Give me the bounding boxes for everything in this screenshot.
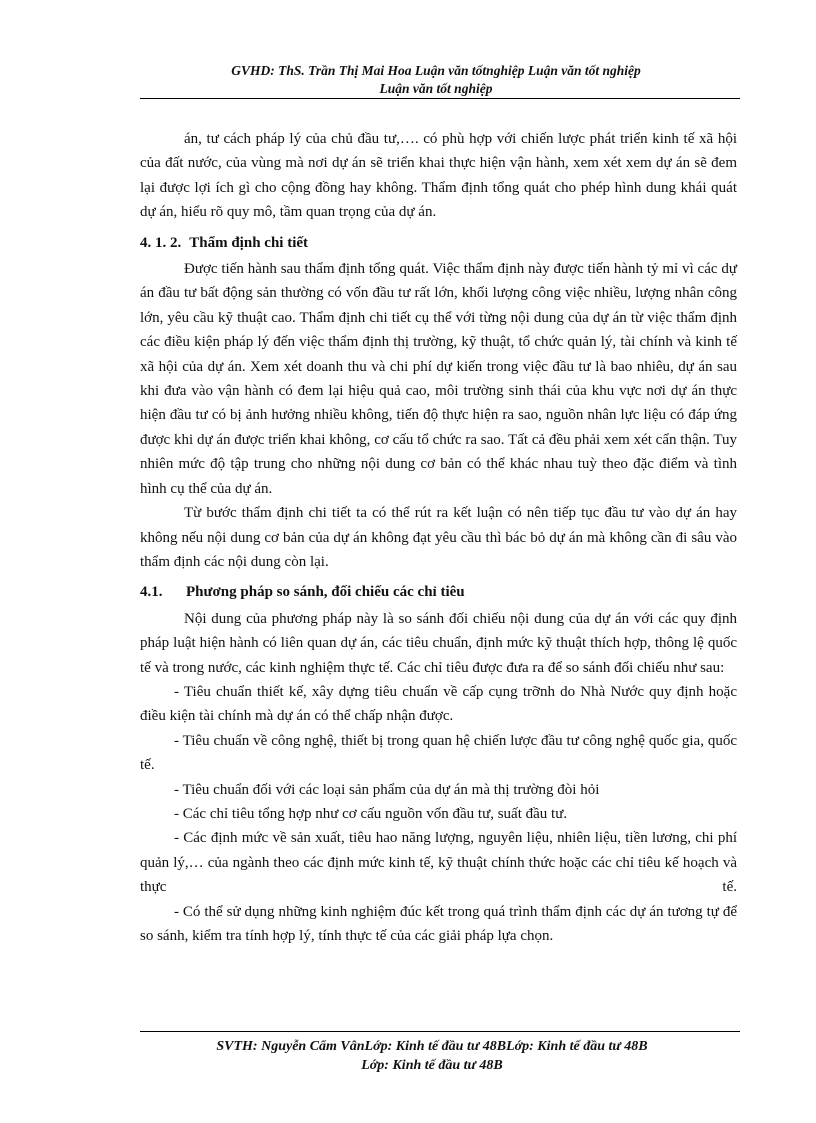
list-item: - Các định mức về sản xuất, tiêu hao năng lượng, nguyên liệu, nhiên liệu, tiền lương, chi phí quản lý,… của ngành theo các định mức kinh tế, kỹ thuật chính thức hoặc các chỉ tiêu kế hoạch và thực tế.	[140, 830, 737, 896]
list-item: - Các chỉ tiêu tổng hợp như cơ cấu nguồn vốn đầu tư, suất đầu tư.	[174, 805, 568, 822]
section-title: Thẩm định chi tiết	[189, 234, 309, 251]
section-heading-detailed-appraisal	[140, 231, 737, 255]
footer-line-2: Lớp: Kinh tế đầu tư 48B	[361, 1058, 503, 1073]
paragraph: Nội dung của phương pháp này là so sánh đối chiếu nội dung của dự án với các quy định pháp luật hiện hành có liên quan dự án, các tiêu chuẩn, định mức kỹ thuật thích hợp, thông lệ quốc tế và trong nước, các kinh nghiệm thực tế. Các chỉ tiêu được đưa ra để so sánh đối chiếu như sau:	[140, 610, 737, 676]
footer-line-1: SVTH: Nguyễn Cẩm VânLớp: Kinh tế đầu tư 48BLớp: Kinh tế đầu tư 48B	[216, 1039, 648, 1054]
section-heading-comparison-method	[140, 580, 737, 604]
list-item: - Tiêu chuẩn về công nghệ, thiết bị trong quan hệ chiến lược đầu tư công nghệ quốc gia, quốc tế.	[140, 732, 737, 774]
header-line-2: Luận văn tốt nghiệp	[379, 81, 493, 96]
paragraph: Được tiến hành sau thẩm định tổng quát. Việc thẩm định này được tiến hành tỷ mỉ vì các dự án đầu tư bất động sản thường có vốn đầu tư rất lớn, khối lượng công việc nhiều, lượng nhân công lớn, yêu cầu kỹ thuật cao. Thẩm định chi tiết cụ thể với từng nội dung của dự án từ việc thẩm định các điều kiện pháp lý đến việc thẩm định thị trường, kỹ thuật, tổ chức quản lý, tài chính và kinh tế xã hội của dự án. Xem xét doanh thu và chi phí dự kiến trong việc đầu tư là bao nhiêu, dự án sau khi đưa vào vận hành có đem lại hiệu quả cao, môi trường sinh thái của khu vực nơi dự án thực hiện đầu tư có bị ảnh hưởng nhiều không, tiến độ thực hiện ra sao, nguồn nhân lực liệu có đáp ứng được khi dự án được triển khai không, cơ cấu tổ chức ra sao. Tất cả đều phải xem xét cẩn thận. Tuy nhiên mức độ tập trung cho những nội dung cơ bản có thể khác nhau tuỳ theo đặc điểm và tình hình cụ thể của dự án.	[140, 261, 737, 497]
list-item: - Tiêu chuẩn thiết kế, xây dựng tiêu chuẩn về cấp cụng trỡnh do Nhà Nước quy định hoặc điều kiện tài chính mà dự án có thể chấp nhận được.	[140, 683, 737, 725]
paragraph: Từ bước thẩm định chi tiết ta có thể rút ra kết luận có nên tiếp tục đầu tư vào dự án hay không nếu nội dung cơ bản của dự án không đạt yêu cầu thì bác bỏ dự án mà không cần đi sâu vào thẩm định các nội dung còn lại.	[140, 505, 737, 570]
section-number: 4.1.	[140, 584, 163, 601]
header-divider	[140, 98, 740, 99]
page-header	[132, 62, 740, 98]
footer-divider	[140, 1031, 740, 1032]
list-item: - Có thể sử dụng những kinh nghiệm đúc kết trong quá trình thẩm định các dự án tương tự để so sánh, kiểm tra tính hợp lý, tính thực tế của các giải pháp lựa chọn.	[140, 903, 737, 944]
page-footer	[132, 1037, 732, 1075]
section-number: 4. 1. 2.	[140, 234, 182, 251]
intro-paragraph: án, tư cách pháp lý của chủ đầu tư,…. có phù hợp với chiến lược phát triển kinh tế xã hội của đất nước, của vùng mà nơi dự án sẽ triển khai thực hiện vận hành, xem xét xem dự án sẽ đem lại được lợi ích gì cho cộng đồng hay không. Thẩm định tổng quát cho phép hình dung khái quát dự án, hiểu rõ quy mô, tầm quan trọng của dự án.	[140, 131, 737, 221]
list-item: - Tiêu chuẩn đối với các loại sản phẩm của dự án mà thị trường đòi hỏi	[174, 781, 600, 798]
document-body	[140, 127, 737, 948]
header-line-1: GVHD: ThS. Trần Thị Mai Hoa Luận văn tốtnghiệp Luận văn tốt nghiệp	[231, 63, 641, 78]
section-title: Phương pháp so sánh, đối chiếu các chỉ tiêu	[186, 584, 465, 601]
